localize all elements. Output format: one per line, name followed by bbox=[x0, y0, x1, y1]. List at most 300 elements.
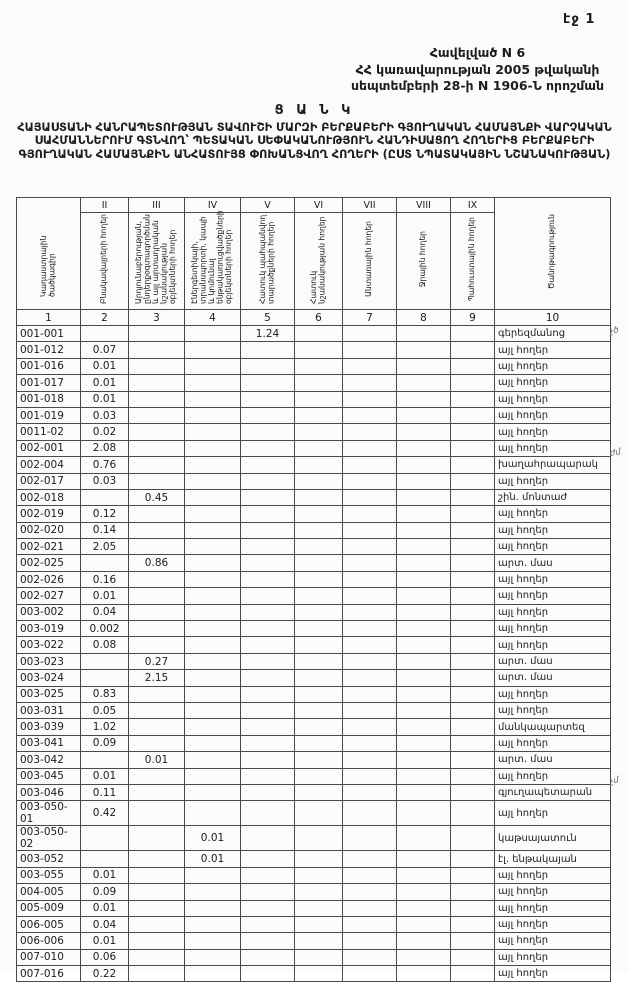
col-header-7 bbox=[343, 213, 397, 310]
area-value-col-4 bbox=[185, 966, 241, 982]
area-value-col-7 bbox=[343, 457, 397, 473]
area-value-col-7 bbox=[343, 933, 397, 949]
area-value-col-2: 0.01 bbox=[81, 358, 129, 374]
note-cell: այլ հողեր bbox=[495, 440, 611, 456]
note-cell: այլ հողեր bbox=[495, 768, 611, 784]
area-value-col-9 bbox=[451, 358, 495, 374]
area-value-col-4 bbox=[185, 670, 241, 686]
area-value-col-9 bbox=[451, 653, 495, 669]
area-value-col-4 bbox=[185, 735, 241, 751]
area-value-col-5 bbox=[241, 637, 295, 653]
cadastral-code: 003-023 bbox=[17, 653, 81, 669]
cadastral-code: 005-009 bbox=[17, 900, 81, 916]
area-value-col-9 bbox=[451, 884, 495, 900]
area-value-col-7 bbox=[343, 539, 397, 555]
cadastral-code: 002-004 bbox=[17, 457, 81, 473]
table-row bbox=[17, 653, 611, 669]
area-value-col-6 bbox=[295, 933, 343, 949]
area-value-col-6 bbox=[295, 539, 343, 555]
column-number-2: 2 bbox=[81, 310, 129, 326]
area-value-col-8 bbox=[397, 407, 451, 423]
area-value-col-4 bbox=[185, 933, 241, 949]
area-value-col-4 bbox=[185, 702, 241, 718]
area-value-col-3 bbox=[129, 457, 185, 473]
area-value-col-9 bbox=[451, 702, 495, 718]
area-value-col-3 bbox=[129, 801, 185, 826]
table-row bbox=[17, 522, 611, 538]
area-value-col-5 bbox=[241, 539, 295, 555]
area-value-col-2: 0.83 bbox=[81, 686, 129, 702]
note-cell: այլ հողեր bbox=[495, 735, 611, 751]
column-number-1: 1 bbox=[17, 310, 81, 326]
area-value-col-4 bbox=[185, 375, 241, 391]
area-value-col-5 bbox=[241, 867, 295, 883]
cadastral-code: 003-024 bbox=[17, 670, 81, 686]
area-value-col-2: 0.14 bbox=[81, 522, 129, 538]
area-value-col-7 bbox=[343, 326, 397, 342]
roman-numeral-col-4: IV bbox=[185, 198, 241, 213]
annex-header-line-1: Հավելված N 6 bbox=[429, 45, 526, 60]
area-value-col-2: 2.08 bbox=[81, 440, 129, 456]
document-subtitle: ՀԱՅԱՍՏԱՆԻ ՀԱՆՐԱՊԵՏՈՒԹՅԱՆ ՏԱՎՈՒՇԻ ՄԱՐԶԻ ԲԵՐՔԱԲԵՐԻ ԳՅՈՒՂԱԿԱՆ ՀԱՄԱՅՆՔԻ ՎԱՐՉԱԿԱՆ ՍԱՀՄԱՆՆԵՐՈՒՄ ԳՏՆՎՈՂ՝ ՊԵՏԱԿԱՆ ՍԵՓԱԿԱՆՈՒԹՅՈՒՆ ՀԱՆԴԻՍԱՑՈՂ ՀՈՂԵՐԻՑ ԲԵՐՔԱԲԵՐԻ ԳՅՈՒՂԱԿԱՆ ՀԱՄԱՅՆՔԻՆ ԱՆՀԱՏՈՒՅՑ ՓՈԽԱՆՑՎՈՂ ՀՈՂԵՐԻ (ԸՍՏ ՆՊԱՏԱԿԱՅԻՆ ՆՇԱՆԱԿՈՒԹՅԱՆ) bbox=[17, 121, 612, 161]
area-value-col-3 bbox=[129, 391, 185, 407]
area-value-col-8 bbox=[397, 867, 451, 883]
area-value-col-8 bbox=[397, 621, 451, 637]
area-value-col-2 bbox=[81, 752, 129, 768]
area-value-col-6 bbox=[295, 702, 343, 718]
annex-header bbox=[330, 45, 625, 95]
area-value-col-3 bbox=[129, 966, 185, 982]
area-value-col-4 bbox=[185, 867, 241, 883]
area-value-col-4 bbox=[185, 637, 241, 653]
area-value-col-2 bbox=[81, 851, 129, 867]
page-number-label: էջ 1 bbox=[563, 12, 596, 27]
area-value-col-3: 0.86 bbox=[129, 555, 185, 571]
area-value-col-9 bbox=[451, 719, 495, 735]
cadastral-code: 002-026 bbox=[17, 571, 81, 587]
area-value-col-2: 0.01 bbox=[81, 768, 129, 784]
note-cell: այլ հողեր bbox=[495, 686, 611, 702]
area-value-col-9 bbox=[451, 391, 495, 407]
area-value-col-8 bbox=[397, 424, 451, 440]
col-header-6 bbox=[295, 213, 343, 310]
note-cell: այլ հողեր bbox=[495, 867, 611, 883]
area-value-col-7 bbox=[343, 900, 397, 916]
area-value-col-8 bbox=[397, 440, 451, 456]
note-cell: այլ հողեր bbox=[495, 702, 611, 718]
area-value-col-7 bbox=[343, 571, 397, 587]
note-cell: արտ. մաս bbox=[495, 653, 611, 669]
table-row bbox=[17, 375, 611, 391]
area-value-col-5 bbox=[241, 702, 295, 718]
column-number-7: 7 bbox=[343, 310, 397, 326]
area-value-col-6 bbox=[295, 637, 343, 653]
column-number-5: 5 bbox=[241, 310, 295, 326]
note-cell: շին. մոնտաժ bbox=[495, 489, 611, 505]
area-value-col-2 bbox=[81, 326, 129, 342]
table-row bbox=[17, 867, 611, 883]
area-value-col-4 bbox=[185, 342, 241, 358]
area-value-col-9 bbox=[451, 555, 495, 571]
col-header-text-5: Հատուկ պահպանվող տարածքների հողեր bbox=[258, 214, 276, 304]
area-value-col-8 bbox=[397, 588, 451, 604]
cadastral-code: 003-002 bbox=[17, 604, 81, 620]
col-header-text-10: Ծանոթագրություն bbox=[547, 214, 557, 290]
area-value-col-7 bbox=[343, 637, 397, 653]
area-value-col-3 bbox=[129, 473, 185, 489]
cadastral-code: 001-012 bbox=[17, 342, 81, 358]
area-value-col-9 bbox=[451, 588, 495, 604]
area-value-col-3: 0.27 bbox=[129, 653, 185, 669]
area-value-col-4 bbox=[185, 784, 241, 800]
area-value-col-5 bbox=[241, 375, 295, 391]
table-row bbox=[17, 489, 611, 505]
area-value-col-3 bbox=[129, 719, 185, 735]
table-row bbox=[17, 473, 611, 489]
cadastral-code: 003-042 bbox=[17, 752, 81, 768]
area-value-col-3 bbox=[129, 571, 185, 587]
cadastral-code: 004-005 bbox=[17, 884, 81, 900]
cadastral-code: 003-055 bbox=[17, 867, 81, 883]
area-value-col-9 bbox=[451, 752, 495, 768]
area-value-col-6 bbox=[295, 571, 343, 587]
area-value-col-8 bbox=[397, 555, 451, 571]
area-value-col-8 bbox=[397, 539, 451, 555]
area-value-col-3 bbox=[129, 424, 185, 440]
area-value-col-7 bbox=[343, 522, 397, 538]
area-value-col-7 bbox=[343, 867, 397, 883]
area-value-col-6 bbox=[295, 784, 343, 800]
area-value-col-9 bbox=[451, 867, 495, 883]
roman-numeral-col-9: IX bbox=[451, 198, 495, 213]
area-value-col-6 bbox=[295, 900, 343, 916]
area-value-col-5 bbox=[241, 424, 295, 440]
area-value-col-9 bbox=[451, 826, 495, 851]
cadastral-code: 003-019 bbox=[17, 621, 81, 637]
area-value-col-3 bbox=[129, 506, 185, 522]
col-header-10 bbox=[495, 198, 611, 310]
column-number-8: 8 bbox=[397, 310, 451, 326]
area-value-col-4 bbox=[185, 539, 241, 555]
column-number-9: 9 bbox=[451, 310, 495, 326]
area-value-col-4 bbox=[185, 604, 241, 620]
table-row bbox=[17, 735, 611, 751]
area-value-col-4 bbox=[185, 473, 241, 489]
table-row bbox=[17, 440, 611, 456]
area-value-col-7 bbox=[343, 621, 397, 637]
column-number-10: 10 bbox=[495, 310, 611, 326]
area-value-col-2: 0.76 bbox=[81, 457, 129, 473]
area-value-col-7 bbox=[343, 826, 397, 851]
table-row bbox=[17, 539, 611, 555]
cadastral-code: 001-019 bbox=[17, 407, 81, 423]
area-value-col-3 bbox=[129, 588, 185, 604]
area-value-col-7 bbox=[343, 966, 397, 982]
note-cell: արտ. մաս bbox=[495, 670, 611, 686]
table-row bbox=[17, 391, 611, 407]
area-value-col-7 bbox=[343, 784, 397, 800]
note-cell: այլ հողեր bbox=[495, 407, 611, 423]
note-cell: այլ հողեր bbox=[495, 801, 611, 826]
area-value-col-8 bbox=[397, 571, 451, 587]
area-value-col-3: 0.01 bbox=[129, 752, 185, 768]
area-value-col-9 bbox=[451, 768, 495, 784]
area-value-col-6 bbox=[295, 670, 343, 686]
area-value-col-5 bbox=[241, 358, 295, 374]
area-value-col-5 bbox=[241, 686, 295, 702]
area-value-col-2 bbox=[81, 489, 129, 505]
annex-header-line-2: ՀՀ կառավարության 2005 թվականի bbox=[355, 61, 600, 77]
cadastral-code: 006-005 bbox=[17, 916, 81, 932]
table-row bbox=[17, 702, 611, 718]
area-value-col-4 bbox=[185, 949, 241, 965]
area-value-col-4 bbox=[185, 884, 241, 900]
cadastral-code: 001-017 bbox=[17, 375, 81, 391]
area-value-col-8 bbox=[397, 358, 451, 374]
cadastral-code: 002-027 bbox=[17, 588, 81, 604]
note-cell: այլ հողեր bbox=[495, 571, 611, 587]
area-value-col-6 bbox=[295, 604, 343, 620]
area-value-col-2 bbox=[81, 670, 129, 686]
note-cell: այլ հողեր bbox=[495, 424, 611, 440]
area-value-col-5 bbox=[241, 588, 295, 604]
col-header-text-3: Արդյունաբերության, ընդերքօգտագործման և այլ արտադրական նշանակության օբյեկտների հողեր bbox=[134, 214, 178, 304]
area-value-col-4 bbox=[185, 358, 241, 374]
area-value-col-2: 0.16 bbox=[81, 571, 129, 587]
area-value-col-5 bbox=[241, 933, 295, 949]
area-value-col-5 bbox=[241, 621, 295, 637]
handwritten-margin-mark: չմ bbox=[609, 775, 620, 787]
land-transfer-table bbox=[16, 197, 611, 982]
area-value-col-3 bbox=[129, 884, 185, 900]
area-value-col-2 bbox=[81, 826, 129, 851]
area-value-col-7 bbox=[343, 375, 397, 391]
cadastral-code: 003-045 bbox=[17, 768, 81, 784]
area-value-col-4 bbox=[185, 506, 241, 522]
area-value-col-8 bbox=[397, 702, 451, 718]
area-value-col-6 bbox=[295, 489, 343, 505]
cadastral-code: 007-010 bbox=[17, 949, 81, 965]
area-value-col-2: 0.12 bbox=[81, 506, 129, 522]
area-value-col-2 bbox=[81, 555, 129, 571]
table-row bbox=[17, 571, 611, 587]
area-value-col-2: 0.03 bbox=[81, 473, 129, 489]
area-value-col-9 bbox=[451, 784, 495, 800]
area-value-col-5 bbox=[241, 571, 295, 587]
area-value-col-3 bbox=[129, 522, 185, 538]
note-cell: այլ հողեր bbox=[495, 604, 611, 620]
area-value-col-9 bbox=[451, 440, 495, 456]
area-value-col-8 bbox=[397, 326, 451, 342]
area-value-col-6 bbox=[295, 966, 343, 982]
area-value-col-3 bbox=[129, 900, 185, 916]
roman-numeral-col-2: II bbox=[81, 198, 129, 213]
note-cell: այլ հողեր bbox=[495, 949, 611, 965]
area-value-col-7 bbox=[343, 949, 397, 965]
area-value-col-5 bbox=[241, 391, 295, 407]
area-value-col-7 bbox=[343, 473, 397, 489]
cadastral-code: 002-018 bbox=[17, 489, 81, 505]
area-value-col-5 bbox=[241, 440, 295, 456]
table-row bbox=[17, 670, 611, 686]
cadastral-code: 0011-02 bbox=[17, 424, 81, 440]
cadastral-code: 001-016 bbox=[17, 358, 81, 374]
area-value-col-5 bbox=[241, 670, 295, 686]
area-value-col-3: 0.45 bbox=[129, 489, 185, 505]
area-value-col-5: 1.24 bbox=[241, 326, 295, 342]
area-value-col-8 bbox=[397, 851, 451, 867]
area-value-col-5 bbox=[241, 826, 295, 851]
area-value-col-9 bbox=[451, 506, 495, 522]
area-value-col-6 bbox=[295, 358, 343, 374]
area-value-col-8 bbox=[397, 489, 451, 505]
annex-header-line-3: սեպտեմբերի 28-ի N 1906-Ն որոշման bbox=[351, 78, 604, 93]
area-value-col-8 bbox=[397, 522, 451, 538]
note-cell: այլ հողեր bbox=[495, 900, 611, 916]
roman-numeral-col-8: VIII bbox=[397, 198, 451, 213]
area-value-col-3 bbox=[129, 604, 185, 620]
area-value-col-2: 2.05 bbox=[81, 539, 129, 555]
area-value-col-2 bbox=[81, 653, 129, 669]
cadastral-code: 006-006 bbox=[17, 933, 81, 949]
area-value-col-6 bbox=[295, 735, 343, 751]
cadastral-code: 003-022 bbox=[17, 637, 81, 653]
area-value-col-3 bbox=[129, 358, 185, 374]
area-value-col-8 bbox=[397, 604, 451, 620]
area-value-col-3 bbox=[129, 539, 185, 555]
area-value-col-7 bbox=[343, 391, 397, 407]
area-value-col-8 bbox=[397, 506, 451, 522]
cadastral-code: 002-019 bbox=[17, 506, 81, 522]
area-value-col-2: 0.04 bbox=[81, 604, 129, 620]
area-value-col-6 bbox=[295, 851, 343, 867]
area-value-col-4 bbox=[185, 588, 241, 604]
area-value-col-7 bbox=[343, 653, 397, 669]
column-number-4: 4 bbox=[185, 310, 241, 326]
table-row bbox=[17, 884, 611, 900]
area-value-col-9 bbox=[451, 670, 495, 686]
area-value-col-7 bbox=[343, 555, 397, 571]
area-value-col-6 bbox=[295, 391, 343, 407]
area-value-col-8 bbox=[397, 375, 451, 391]
area-value-col-2: 0.02 bbox=[81, 424, 129, 440]
area-value-col-8 bbox=[397, 735, 451, 751]
area-value-col-7 bbox=[343, 424, 397, 440]
area-value-col-2: 1.02 bbox=[81, 719, 129, 735]
area-value-col-8 bbox=[397, 670, 451, 686]
area-value-col-8 bbox=[397, 342, 451, 358]
area-value-col-8 bbox=[397, 933, 451, 949]
area-value-col-5 bbox=[241, 473, 295, 489]
area-value-col-6 bbox=[295, 424, 343, 440]
area-value-col-6 bbox=[295, 826, 343, 851]
col-header-text-4: Էներգետիկայի, տրանսպորտի, կապի և կոմունալ ենթակառուցվածքների օբյեկտների հողեր bbox=[190, 210, 234, 304]
area-value-col-6 bbox=[295, 949, 343, 965]
area-value-col-5 bbox=[241, 522, 295, 538]
col-header-9 bbox=[451, 213, 495, 310]
area-value-col-4 bbox=[185, 326, 241, 342]
area-value-col-5 bbox=[241, 900, 295, 916]
area-value-col-4 bbox=[185, 621, 241, 637]
area-value-col-4 bbox=[185, 801, 241, 826]
area-value-col-7 bbox=[343, 604, 397, 620]
cadastral-code: 003-050-01 bbox=[17, 801, 81, 826]
area-value-col-8 bbox=[397, 826, 451, 851]
area-value-col-3 bbox=[129, 342, 185, 358]
area-value-col-5 bbox=[241, 735, 295, 751]
area-value-col-7 bbox=[343, 686, 397, 702]
area-value-col-7 bbox=[343, 702, 397, 718]
area-value-col-4 bbox=[185, 522, 241, 538]
document-title: Ց Ա Ն Կ bbox=[274, 103, 355, 118]
note-cell: գյուղապետարան bbox=[495, 784, 611, 800]
area-value-col-8 bbox=[397, 653, 451, 669]
note-cell: այլ հողեր bbox=[495, 884, 611, 900]
area-value-col-9 bbox=[451, 801, 495, 826]
note-cell: այլ հողեր bbox=[495, 933, 611, 949]
note-cell: այլ հողեր bbox=[495, 342, 611, 358]
table-row bbox=[17, 784, 611, 800]
area-value-col-5 bbox=[241, 342, 295, 358]
area-value-col-6 bbox=[295, 752, 343, 768]
area-value-col-4 bbox=[185, 555, 241, 571]
area-value-col-6 bbox=[295, 326, 343, 342]
table-row bbox=[17, 506, 611, 522]
area-value-col-4 bbox=[185, 571, 241, 587]
col-header-text-7: Անտառային հողեր bbox=[364, 221, 374, 297]
area-value-col-2: 0.42 bbox=[81, 801, 129, 826]
area-value-col-5 bbox=[241, 719, 295, 735]
area-value-col-7 bbox=[343, 440, 397, 456]
area-value-col-9 bbox=[451, 851, 495, 867]
area-value-col-4 bbox=[185, 686, 241, 702]
area-value-col-7 bbox=[343, 342, 397, 358]
col-header-2 bbox=[81, 213, 129, 310]
area-value-col-4: 0.01 bbox=[185, 826, 241, 851]
handwritten-margin-mark: չծ bbox=[609, 325, 620, 337]
area-value-col-7 bbox=[343, 670, 397, 686]
area-value-col-7 bbox=[343, 719, 397, 735]
area-value-col-5 bbox=[241, 966, 295, 982]
area-value-col-3 bbox=[129, 686, 185, 702]
area-value-col-3 bbox=[129, 375, 185, 391]
area-value-col-8 bbox=[397, 719, 451, 735]
area-value-col-2: 0.11 bbox=[81, 784, 129, 800]
cadastral-code: 007-016 bbox=[17, 966, 81, 982]
area-value-col-8 bbox=[397, 801, 451, 826]
area-value-col-8 bbox=[397, 457, 451, 473]
area-value-col-6 bbox=[295, 621, 343, 637]
roman-numeral-col-6: VI bbox=[295, 198, 343, 213]
area-value-col-3 bbox=[129, 407, 185, 423]
note-cell: այլ հողեր bbox=[495, 375, 611, 391]
area-value-col-8 bbox=[397, 949, 451, 965]
area-value-col-2: 0.01 bbox=[81, 933, 129, 949]
cadastral-code: 003-041 bbox=[17, 735, 81, 751]
area-value-col-9 bbox=[451, 473, 495, 489]
area-value-col-5 bbox=[241, 604, 295, 620]
cadastral-code: 003-031 bbox=[17, 702, 81, 718]
area-value-col-5 bbox=[241, 506, 295, 522]
area-value-col-8 bbox=[397, 752, 451, 768]
col-header-text-6: Հատուկ նշանակության հողեր bbox=[309, 216, 327, 304]
area-value-col-8 bbox=[397, 966, 451, 982]
area-value-col-3 bbox=[129, 851, 185, 867]
cadastral-code: 003-052 bbox=[17, 851, 81, 867]
area-value-col-4 bbox=[185, 719, 241, 735]
area-value-col-8 bbox=[397, 900, 451, 916]
area-value-col-3 bbox=[129, 735, 185, 751]
